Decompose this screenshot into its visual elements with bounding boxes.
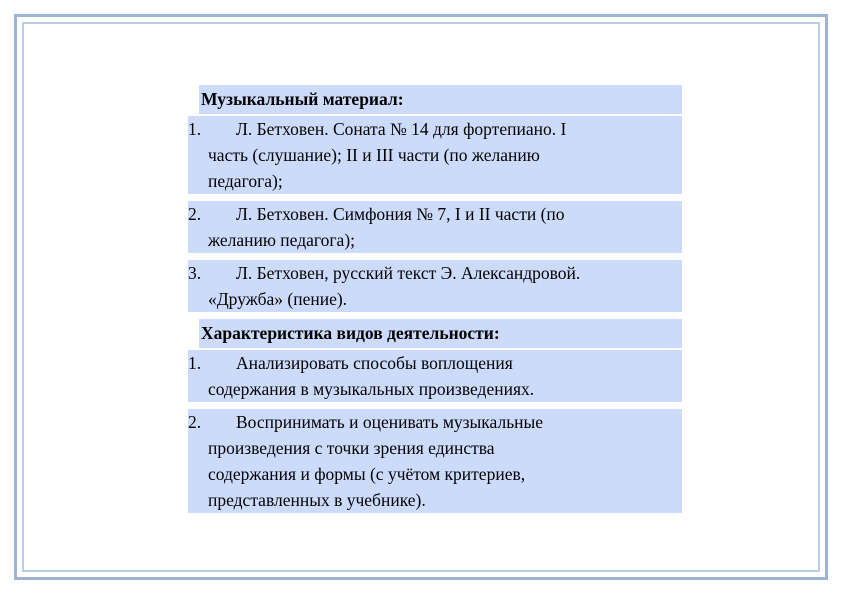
list-number: 1. [188,353,202,373]
list-item-line: Анализировать способы воплощения [236,353,513,373]
list-item [188,350,682,402]
list-number: 1. [188,119,202,139]
list-item-line: произведения с точки зрения единства [208,438,495,458]
list-number: 3. [188,263,202,283]
list-number: 2. [188,412,202,432]
list-item-line: представленных в учебнике). [208,490,426,510]
list-item [188,260,682,312]
list-item [188,116,682,194]
section-heading-activities: Характеристика видов деятельности: [199,319,502,348]
section-heading-music: Музыкальный материал: [199,85,406,114]
list-item [188,201,682,253]
list-item [188,409,682,513]
list-item-line: часть (слушание); II и III части (по желанию [208,145,540,165]
list-item-line: содержания в музыкальных произведениях. [208,379,535,399]
list-item-line: Л. Бетховен. Симфония № 7, I и II части (по [236,204,565,224]
list-item-line: содержания и формы (с учётом критериев, [208,464,526,484]
list-item-line: педагога); [208,171,283,191]
list-number: 2. [188,204,202,224]
slide-content [188,85,682,513]
list-item-line: «Дружба» (пение). [208,289,348,309]
list-item-line: Л. Бетховен, русский текст Э. Александровой. [236,263,581,283]
list-item-line: Воспринимать и оценивать музыкальные [236,412,544,432]
list-item-line: Л. Бетховен. Соната № 14 для фортепиано. I [236,119,567,139]
list-item-line: желанию педагога); [208,230,356,250]
